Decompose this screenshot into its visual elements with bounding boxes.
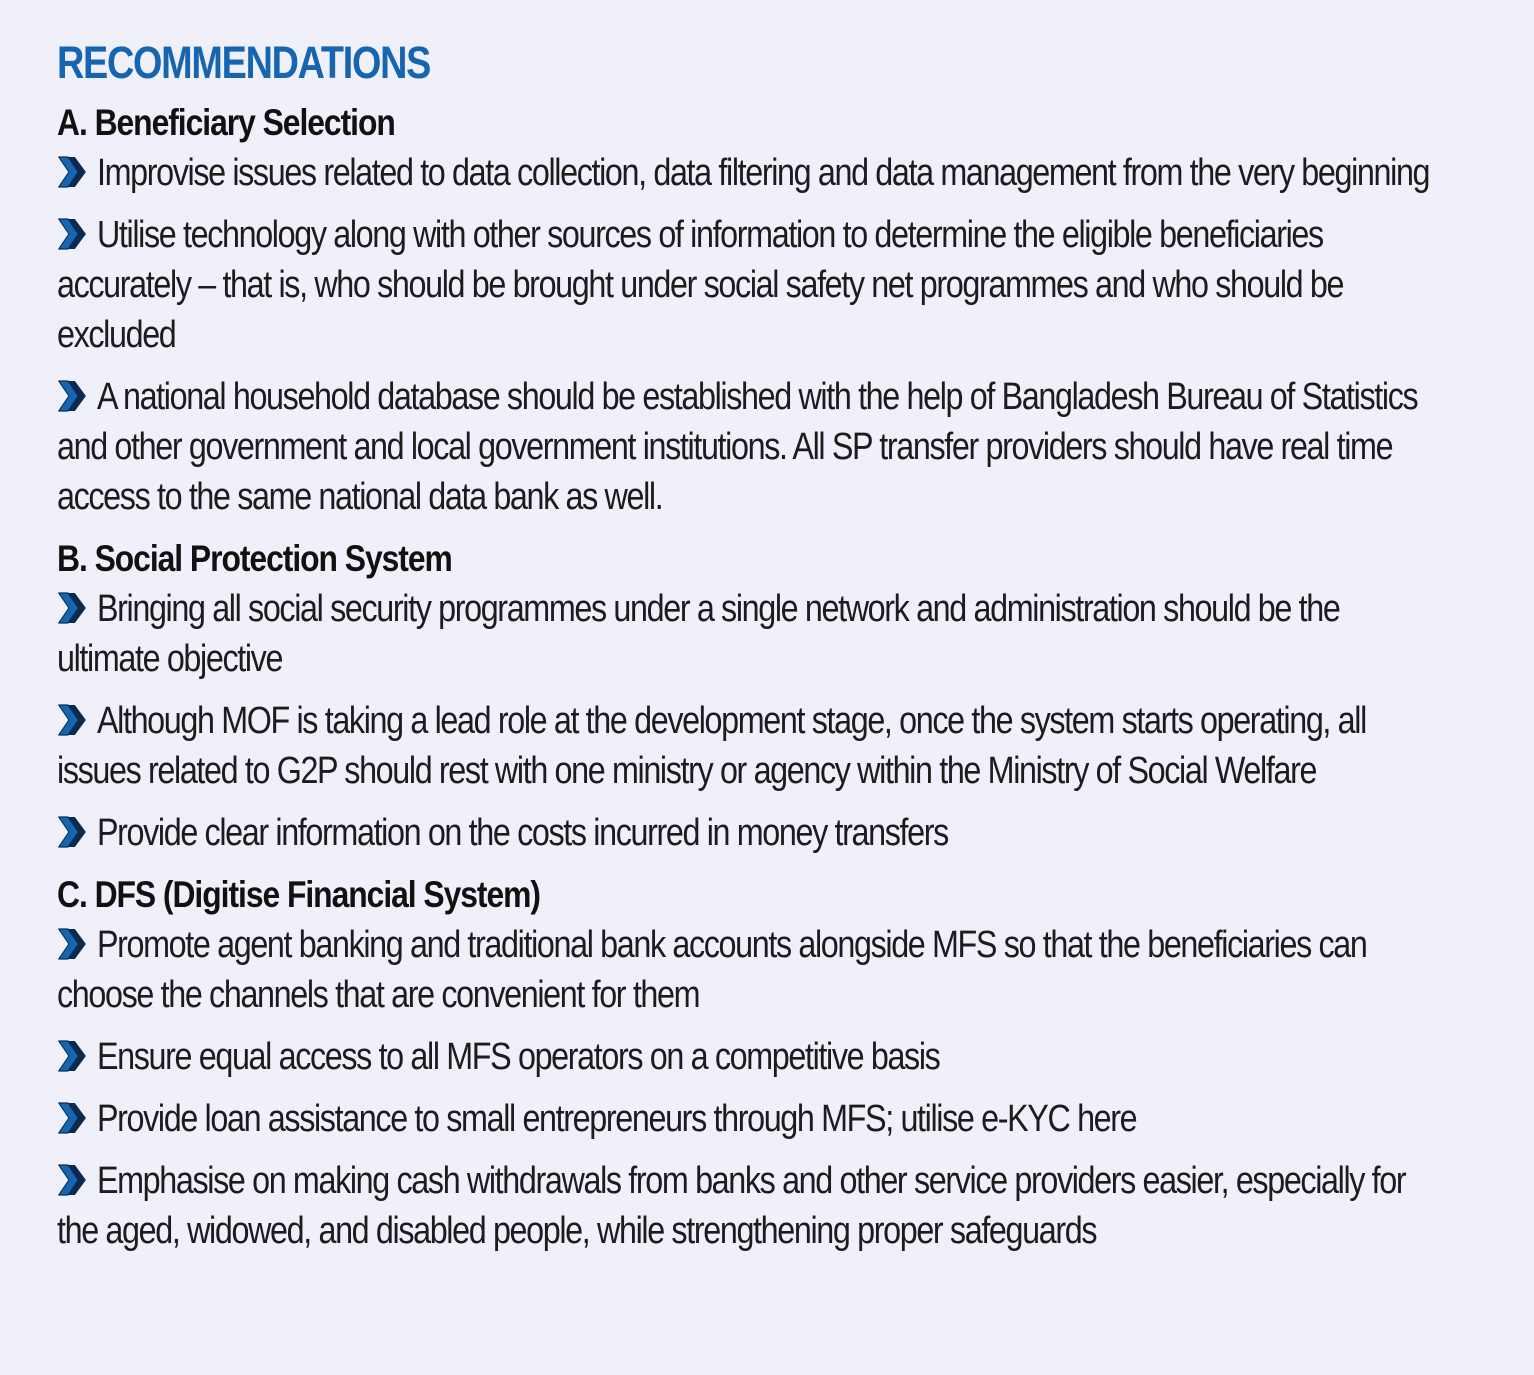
section-c-list xyxy=(57,920,1494,1256)
double-chevron-right-icon xyxy=(57,1039,89,1073)
list-item xyxy=(57,808,1494,858)
section-heading-social-protection-system: B. Social Protection System xyxy=(57,538,452,579)
list-item-text: Promote agent banking and traditional bank accounts alongside MFS so that the beneficiaries can choose the channels that are convenient for them xyxy=(57,924,1367,1016)
double-chevron-right-icon xyxy=(57,703,89,737)
double-chevron-right-icon xyxy=(57,1101,89,1135)
list-item xyxy=(57,696,1494,796)
double-chevron-right-icon xyxy=(57,217,89,251)
double-chevron-right-icon xyxy=(57,591,89,625)
list-item xyxy=(57,148,1494,198)
list-item-text: Although MOF is taking a lead role at the development stage, once the system starts operating, all issues related to G2P should rest with one ministry or agency within the Ministry of Social Welfare xyxy=(57,700,1366,792)
double-chevron-right-icon xyxy=(57,155,89,189)
list-item-text: Utilise technology along with other sources of information to determine the eligible beneficiaries accurately – that is, who should be brought under social safety net programmes and who should be excluded xyxy=(57,214,1344,356)
list-item xyxy=(57,1094,1494,1144)
list-item-text: Ensure equal access to all MFS operators on a competitive basis xyxy=(96,1036,940,1078)
list-item-text: Provide loan assistance to small entrepreneurs through MFS; utilise e-KYC here xyxy=(96,1098,1137,1140)
list-item-text: A national household database should be established with the help of Bangladesh Bureau of Statistics and other government and local government institutions. All SP transfer providers should have real time access to the same national data bank as well. xyxy=(57,376,1418,518)
page-title: RECOMMENDATIONS xyxy=(57,37,431,88)
list-item-text: Bringing all social security programmes under a single network and administration should be the ultimate objective xyxy=(57,588,1340,680)
double-chevron-right-icon xyxy=(57,927,89,961)
list-item xyxy=(57,372,1494,522)
section-heading-beneficiary-selection: A. Beneficiary Selection xyxy=(57,102,395,143)
section-heading-dfs: C. DFS (Digitise Financial System) xyxy=(57,874,540,915)
list-item xyxy=(57,210,1494,360)
section-b-list xyxy=(57,584,1494,858)
list-item-text: Improvise issues related to data collection, data filtering and data management from the very beginning xyxy=(96,152,1430,194)
list-item xyxy=(57,920,1494,1020)
list-item-text: Emphasise on making cash withdrawals from banks and other service providers easier, especially for the aged, widowed, and disabled people, while strengthening proper safeguards xyxy=(57,1160,1406,1252)
double-chevron-right-icon xyxy=(57,1163,89,1197)
section-a-list xyxy=(57,148,1494,522)
double-chevron-right-icon xyxy=(57,379,89,413)
double-chevron-right-icon xyxy=(57,815,89,849)
list-item xyxy=(57,1032,1494,1082)
list-item xyxy=(57,584,1494,684)
list-item xyxy=(57,1156,1494,1256)
list-item-text: Provide clear information on the costs incurred in money transfers xyxy=(96,812,948,854)
